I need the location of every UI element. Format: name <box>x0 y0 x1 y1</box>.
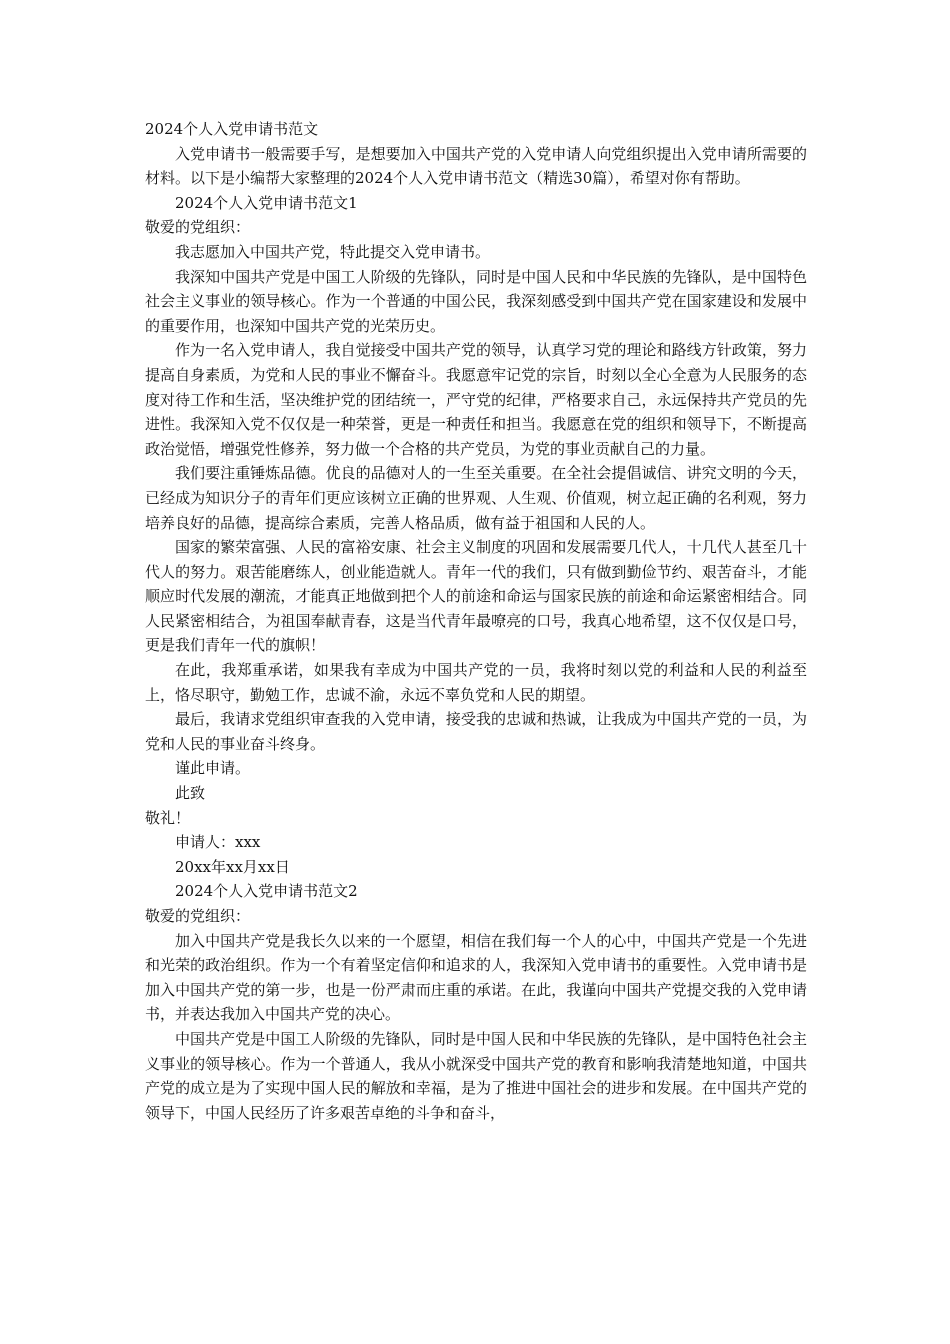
essay-1-applicant: 申请人：xxx <box>175 833 261 852</box>
essay-1-paragraph: 我深知中国共产党是中国工人阶级的先锋队，同时是中国人民和中华民族的先锋队，是中国特色社会主义事业的领导核心。作为一个普通的中国公民，我深刻感受到中国共产党在国家建设和发展中的重要作用，也深知中国共产党的光荣历史。 <box>145 267 807 335</box>
essay-2-salutation: 敬爱的党组织： <box>145 907 251 925</box>
essay-1-paragraph: 我们要注重锤炼品德。优良的品德对人的一生至关重要。在全社会提倡诚信、讲究文明的今天，已经成为知识分子的青年们更应该树立正确的世界观、人生观、价值观，树立起正确的名利观，努力培养良好的品德，提高综合素质，完善人格品质，做有益于祖国和人民的人。 <box>145 464 807 532</box>
essay-1-heading: 2024个人入党申请书范文1 <box>175 193 358 212</box>
essay-2-heading: 2024个人入党申请书范文2 <box>175 882 358 901</box>
intro-paragraph: 入党申请书一般需要手写，是想要加入中国共产党的入党申请人向党组织提出入党申请所需要的材料。以下是小编帮大家整理的2024个人入党申请书范文（精选30篇），希望对你有帮助。 <box>145 144 807 188</box>
essay-2-paragraph: 加入中国共产党是我长久以来的一个愿望，相信在我们每一个人的心中，中国共产党是一个先进和光荣的政治组织。作为一个有着坚定信仰和追求的人，我深知入党申请书的重要性。入党申请书是加入中国共产党的第一步，也是一份严肃而庄重的承诺。在此，我谨向中国共产党提交我的入党申请书，并表达我加入中国共产党的决心。 <box>145 931 807 1024</box>
document-page <box>145 117 807 1125</box>
essay-1-salutation: 敬爱的党组织： <box>145 218 251 237</box>
essay-1-paragraph: 谨此申请。 <box>175 759 251 778</box>
essay-1-closing: 敬礼！ <box>145 808 191 827</box>
essay-1-paragraph: 此致 <box>175 784 206 803</box>
essay-1-date: 20xx年xx月xx日 <box>175 857 290 876</box>
essay-1-paragraph: 国家的繁荣富强、人民的富裕安康、社会主义制度的巩固和发展需要几代人，十几代人甚至几十代人的努力。艰苦能磨练人，创业能造就人。青年一代的我们，只有做到勤俭节约、艰苦奋斗，才能顺应时代发展的潮流，才能真正地做到把个人的前途和命运与国家民族的前途和命运紧密相结合。同人民紧密相结合，为祖国奉献青春，这是当代青年最嘹亮的口号，我真心地希望，这不仅仅是口号，更是我们青年一代的旗帜！ <box>145 538 807 655</box>
essay-2-paragraph: 中国共产党是中国工人阶级的先锋队，同时是中国人民和中华民族的先锋队，是中国特色社会主义事业的领导核心。作为一个普通人，我从小就深受中国共产党的教育和影响我清楚地知道，中国共产党的成立是为了实现中国人民的解放和幸福，是为了推进中国社会的进步和发展。在中国共产党的领导下，中国人民经历了许多艰苦卓绝的斗争和奋斗， <box>145 1029 807 1122</box>
essay-1-paragraph: 在此，我郑重承诺，如果我有幸成为中国共产党的一员，我将时刻以党的利益和人民的利益至上，恪尽职守，勤勉工作，忠诚不渝，永远不辜负党和人民的期望。 <box>145 661 807 704</box>
essay-1-paragraph: 最后，我请求党组织审查我的入党申请，接受我的忠诚和热诚，让我成为中国共产党的一员，为党和人民的事业奋斗终身。 <box>145 710 807 753</box>
essay-1-paragraph: 作为一名入党申请人，我自觉接受中国共产党的领导，认真学习党的理论和路线方针政策，努力提高自身素质，为党和人民的事业不懈奋斗。我愿意牢记党的宗旨，时刻以全心全意为人民服务的态度对待工作和生活，坚决维护党的团结统一，严守党的纪律，严格要求自己，永远保持共产党员的先进性。我深知入党不仅仅是一种荣誉，更是一种责任和担当。我愿意在党的组织和领导下，不断提高政治觉悟，增强党性修养，努力做一个合格的共产党员，为党的事业贡献自己的力量。 <box>145 341 807 458</box>
document-title: 2024个人入党申请书范文 <box>145 120 319 138</box>
essay-1-paragraph: 我志愿加入中国共产党，特此提交入党申请书。 <box>175 242 491 261</box>
